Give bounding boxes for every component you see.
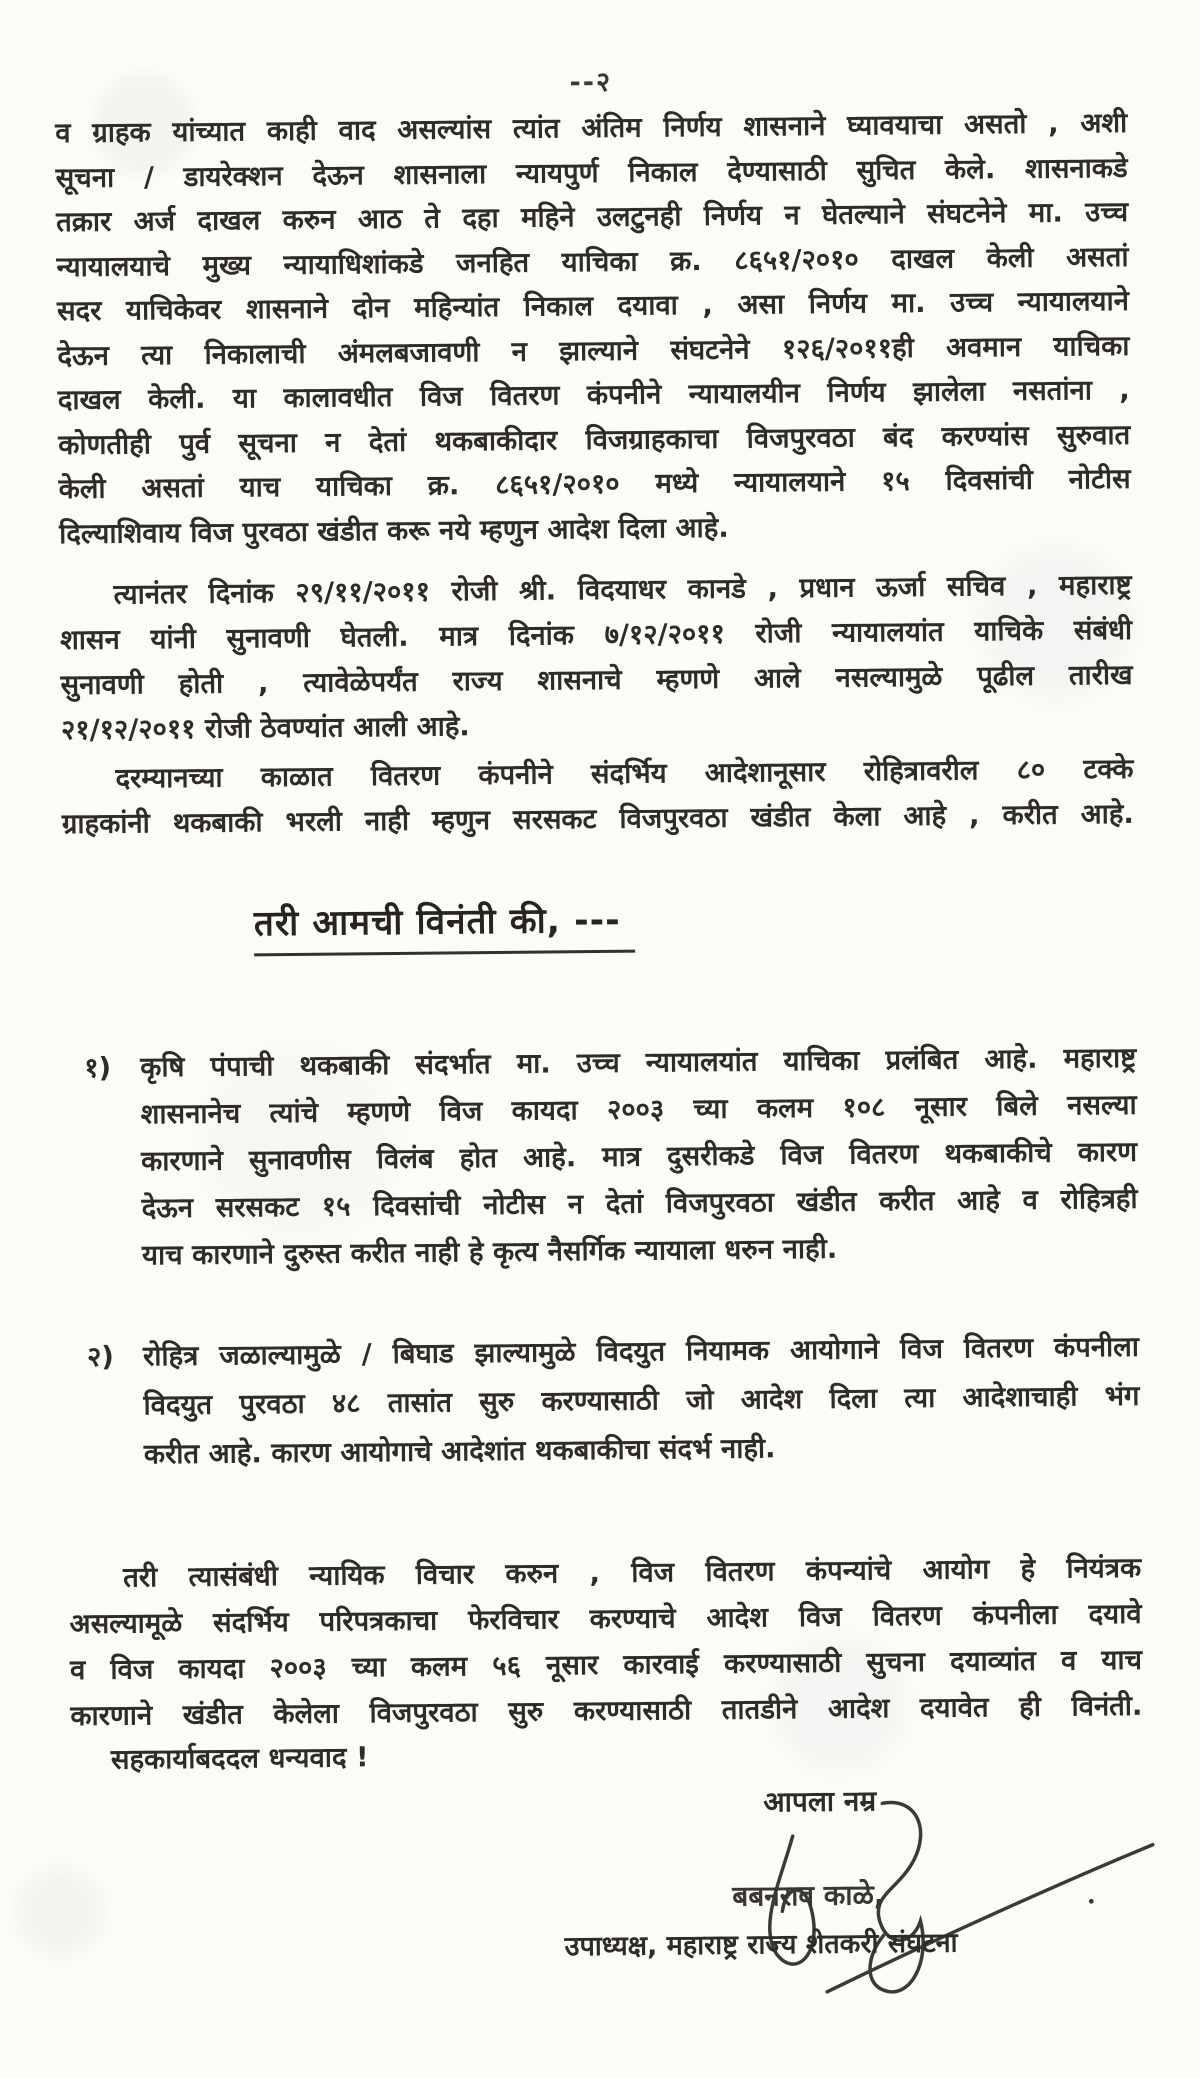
- text-line: व विज कायदा २००३ च्या कलम ५६ नूसार कारवाई करण्यासाठी सुचना दयाव्यांत व याच: [69, 1643, 1143, 1687]
- text-line: देऊन त्या निकालाची अंमलबजावणी न झाल्याने संघटनेने १२६/२०११ही अवमान याचिका: [57, 329, 1130, 372]
- text-line: केली असतां याच याचिका क्र. ८६५१/२०१० मध्ये न्यायालयाने १५ दिवसांची नोटीस: [58, 462, 1131, 506]
- text-line: शासनानेच त्यांचे म्हणणे विज कायदा २००३ च्या कलम १०८ नूसार बिले नसल्या: [140, 1088, 1137, 1131]
- point-number: २): [86, 1340, 115, 1373]
- point-number: १): [84, 1051, 112, 1084]
- point-text: [140, 1035, 1138, 1280]
- text-line: दरम्यानच्या काळात वितरण कंपनीने संदर्भिय आदेशानूसार रोहित्रावरील ८० टक्के: [115, 752, 1134, 795]
- text-line: दाखल केली. या कालावधीत विज वितरण कंपनीने न्यायालयीन निर्णय झालेला नसतांना ,: [57, 373, 1130, 417]
- text-line: ग्राहकांनी थकबाकी भरली नाही म्हणुन सरसकट विजपुरवठा खंडीत केला आहे , करीत आहे.: [61, 797, 1135, 841]
- point-text: [143, 1323, 1140, 1480]
- paragraph-closing-request: [69, 1545, 1143, 1739]
- text-line: सदर याचिकेवर शासनाने दोन महिन्यांत निकाल दयावा , असा निर्णय मा. उच्च न्यायालयाने: [56, 284, 1130, 328]
- text-line: तक्रार अर्ज दाखल करुन आठ ते दहा महिने उलटुनही निर्णय न घेतल्याने संघटनेने मा. उच्च: [55, 195, 1129, 239]
- text-line: कारणाने सुनावणीस विलंब होत आहे. मात्र दुसरीकडे विज वितरण थकबाकीचे कारण: [141, 1135, 1138, 1178]
- text-line: त्यानंतर दिनांक २९/११/२०११ रोजी श्री. विदयाधर कानडे , प्रधान ऊर्जा सचिव , महाराष्ट्र: [113, 568, 1132, 611]
- signatory-name: बबनराव काळे,: [732, 1878, 885, 1913]
- request-heading: तरी आमची विनंती की, ---: [254, 896, 635, 957]
- text-line: २१/१२/२०११ रोजी ठेवण्यांत आली आहे.: [60, 710, 470, 747]
- text-line: सुनावणी होती , त्यावेळेपर्यंत राज्य शासनाचे म्हणणे आले नसल्यामुळे पूढील तारीख: [60, 658, 1133, 702]
- text-line: याच कारणाने दुरुस्त करीत नाही हे कृत्य नैसर्गिक न्यायाला धरुन नाही.: [141, 1232, 838, 1272]
- text-line: करीत आहे. कारण आयोगाचे आदेशांत थकबाकीचा संदर्भ नाही.: [143, 1432, 776, 1471]
- text-line: शासन यांनी सुनावणी घेतली. मात्र दिनांक ७/१२/२०११ रोजी न्यायालयांत याचिके संबंधी: [59, 613, 1133, 657]
- text-line: असल्यामूळे संदर्भिय परिपत्रकाचा फेरविचार करण्याचे आदेश विज वितरण कंपनीला दयावे: [69, 1597, 1142, 1641]
- page-number: --२: [569, 66, 613, 99]
- paragraph-hearing-dates: [60, 563, 1134, 753]
- text-line: कारणाने खंडीत केलेला विजपुरवठा सुरु करण्यासाठी तातडीने आदेश दयावेत ही विनंती.: [70, 1689, 1143, 1733]
- text-line: दिल्याशिवाय विज पुरवठा खंडीत करू नये म्हणुन आदेश दिला आहे.: [58, 511, 729, 550]
- text-line: न्यायालयाचे मुख्य न्यायाधिशांकडे जनहित याचिका क्र. ८६५१/२०१० दाखल केली असतां: [56, 240, 1129, 283]
- text-line: देऊन सरसकट १५ दिवसांची नोटीस न देतां विजपुरवठा खंडीत करीत आहे व रोहित्रही: [141, 1182, 1138, 1225]
- text-line: रोहित्र जळाल्यामुळे / बिघाड झाल्यामुळे विदयुत नियामक आयोगाने विज वितरण कंपनीला: [142, 1330, 1140, 1373]
- text-line: तरी त्यासंबंधी न्यायिक विचार करुन , विज वितरण कंपन्यांचे आयोग हे नियंत्रक: [122, 1551, 1142, 1594]
- request-point-2: [87, 1323, 1140, 1480]
- text-line: सूचना / डायरेक्शन देऊन शासनाला न्यायपुर्ण निकाल देण्यासाठी सुचित केले. शासनाकडे: [55, 151, 1128, 194]
- text-line: व ग्राहक यांच्यात काही वाद असल्यांस त्यांत अंतिम निर्णय शासनाने घ्यावयाचा असतो , अशी: [55, 106, 1128, 150]
- paragraph-court-history: [55, 101, 1131, 556]
- paragraph-supply-cut: [61, 747, 1134, 847]
- request-point-1: [84, 1035, 1138, 1280]
- signatory-title: उपाध्यक्ष, महाराष्ट्र राज्य शेतकरी संघटना: [564, 1927, 958, 1963]
- text-line: कृषि पंपाची थकबाकी संदर्भात मा. उच्च न्यायालयांत याचिका प्रलंबित आहे. महाराष्ट्र: [140, 1041, 1137, 1084]
- text-line: कोणतीही पुर्व सूचना न देतां थकबाकीदार विजग्राहकाचा विजपुरवठा बंद करण्यांस सुरुवात: [58, 418, 1131, 461]
- text-line: विदयुत पुरवठा ४८ तासांत सुरु करण्यासाठी जो आदेश दिला त्या आदेशाचाही भंग: [143, 1379, 1140, 1422]
- signature-salutation: आपला नम्र: [763, 1784, 877, 1819]
- thanks-line: सहकार्याबददल धन्यवाद !: [110, 1741, 369, 1776]
